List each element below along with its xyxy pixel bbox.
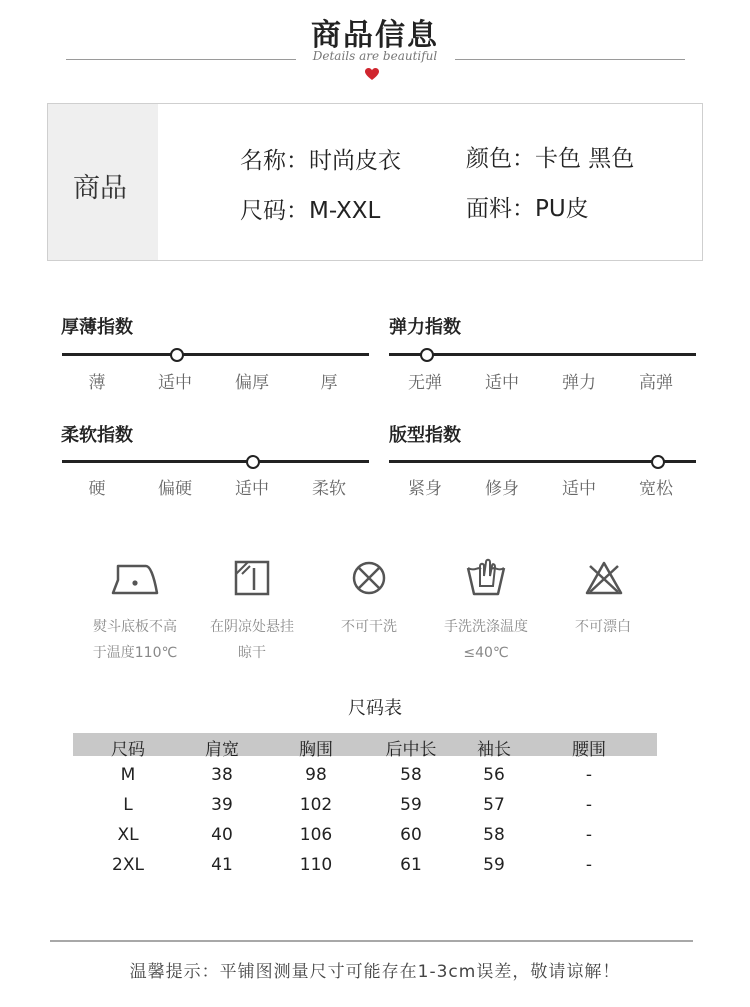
table-header-cell: 袖长 (477, 740, 511, 760)
index-label: 适中 (235, 479, 269, 499)
section-title: 商品信息 (311, 18, 439, 53)
table-cell: - (585, 855, 593, 875)
index-label: 适中 (562, 479, 596, 499)
index-title-softness: 柔软指数 (61, 425, 133, 446)
footer-note: 温馨提示：平铺图测量尺寸可能存在1-3cm误差，敬请谅解！ (129, 962, 621, 982)
product-fabric: 面料：PU皮 (466, 196, 589, 222)
product-size: 尺码：M-XXL (240, 198, 381, 224)
index-track-softness (62, 460, 369, 463)
heart-icon (365, 68, 379, 81)
product-info-box (47, 103, 703, 261)
table-cell: - (585, 765, 593, 785)
index-marker-fit (651, 455, 665, 469)
index-label: 薄 (88, 373, 106, 393)
table-cell: 106 (299, 825, 333, 845)
no-dry-clean-icon (351, 560, 387, 596)
table-cell: L (123, 795, 133, 815)
index-title-fit: 版型指数 (389, 425, 461, 446)
table-cell: 41 (211, 855, 233, 875)
table-cell: 98 (305, 765, 327, 785)
table-cell: 110 (299, 855, 333, 875)
hand-wash-icon (465, 558, 507, 598)
product-name: 名称：时尚皮衣 (240, 148, 401, 174)
care-text-iron: 熨斗底板不高 于温度110℃ (92, 619, 178, 661)
table-cell: - (585, 825, 593, 845)
table-cell: 59 (483, 855, 505, 875)
index-label: 适中 (485, 373, 519, 393)
index-marker-thickness (170, 348, 184, 362)
index-label: 厚 (320, 373, 338, 393)
size-table-title: 尺码表 (348, 698, 402, 719)
table-cell: 39 (211, 795, 233, 815)
table-header-cell: 腰围 (572, 740, 606, 760)
care-text-no-dry-clean: 不可干洗 (341, 619, 397, 635)
table-cell: 61 (400, 855, 422, 875)
table-cell: M (120, 765, 136, 785)
index-label: 硬 (88, 479, 106, 499)
care-text-hand-wash: 手洗洗涤温度 ≤40℃ (444, 619, 528, 661)
index-label: 弹力 (562, 373, 596, 393)
index-label: 修身 (485, 479, 519, 499)
iron-icon (110, 560, 160, 596)
care-text-line-dry: 在阴凉处悬挂 晾干 (210, 619, 294, 661)
index-label: 宽松 (639, 479, 673, 499)
table-cell: 2XL (112, 855, 144, 875)
no-bleach-icon (584, 560, 624, 596)
index-marker-softness (246, 455, 260, 469)
table-cell: XL (117, 825, 139, 845)
table-cell: 56 (483, 765, 505, 785)
table-header-cell: 肩宽 (205, 740, 239, 760)
index-label: 适中 (158, 373, 192, 393)
table-cell: 60 (400, 825, 422, 845)
index-label: 无弹 (408, 373, 442, 393)
table-cell: 58 (483, 825, 505, 845)
line-dry-shade-icon (234, 560, 270, 596)
product-color: 颜色：卡色 黑色 (466, 146, 635, 172)
index-label: 柔软 (312, 479, 346, 499)
index-title-elasticity: 弹力指数 (389, 317, 461, 338)
footer-divider (50, 940, 693, 942)
table-header-cell: 胸围 (299, 740, 333, 760)
product-label: 商品 (73, 173, 127, 204)
care-text-no-bleach: 不可漂白 (575, 619, 631, 635)
table-header-cell: 后中长 (385, 740, 437, 760)
table-cell: 57 (483, 795, 505, 815)
section-subtitle: Details are beautiful (312, 49, 438, 63)
index-track-fit (389, 460, 696, 463)
index-label: 紧身 (408, 479, 442, 499)
index-label: 高弹 (639, 373, 673, 393)
table-cell: 59 (400, 795, 422, 815)
table-cell: 40 (211, 825, 233, 845)
table-cell: 38 (211, 765, 233, 785)
index-label: 偏厚 (235, 373, 269, 393)
index-title-thickness: 厚薄指数 (61, 317, 133, 338)
index-marker-elasticity (420, 348, 434, 362)
index-track-elasticity (389, 353, 696, 356)
table-header-cell: 尺码 (111, 740, 145, 760)
index-track-thickness (62, 353, 369, 356)
table-cell: 58 (400, 765, 422, 785)
index-label: 偏硬 (158, 479, 192, 499)
table-cell: - (585, 795, 593, 815)
table-cell: 102 (299, 795, 333, 815)
